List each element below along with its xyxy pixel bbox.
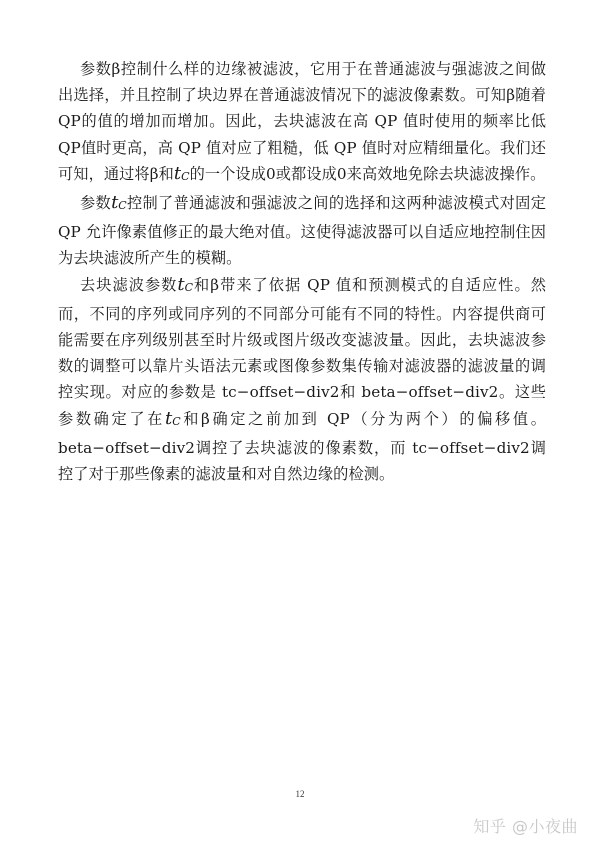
paragraph-tc [58, 190, 546, 272]
paragraph-text: 去块滤波参数 [80, 275, 178, 294]
tc-symbol: $t_C$ [177, 273, 194, 295]
watermark: 知乎 @小夜曲 [473, 817, 578, 836]
tc-symbol: $t_C$ [173, 162, 190, 184]
paragraph-text: 参数β控制什么样的边缘被滤波，它用于在普通滤波与强滤波之间做出选择，并且控制了块边界在普通滤波情况下的滤波像素数。可知β随着QP的值的增加而增加。因此，去块滤波在高 QP 值时使用的频率比低 QP值时更高，高 QP 值对应了粗糙，低 QP 值时对应精细量化。我们还可知，通过将β和 [58, 60, 546, 183]
paragraph-text: 的一个设成0或都设成0来高效地免除去块滤波操作。 [189, 164, 546, 183]
document-body [58, 56, 546, 487]
tc-symbol: $t_C$ [165, 407, 181, 429]
paragraph-text: 和β带来了依据 QP 值和预测模式的自适应性。然而，不同的序列或同序列的不同部分可能有不同的特性。内容提供商可能需要在序列级别甚至时片级或图片级改变滤波量。因此，去块滤波参数的调整可以靠片头语法元素或图像参数集传输对滤波器的滤波量的调控实现。对应的参数是 tc−offset−div2和 beta−offset−div2。这些参数确定了在 [58, 275, 546, 428]
paragraph-text: 和β确定之前加到 QP（分为两个）的偏移值。beta−offset−div2调控了去块滤波的像素数，而 tc−offset−div2调控了对于那些像素的滤波量和对自然边缘的检测。 [58, 409, 546, 484]
paragraph-offsets [58, 272, 546, 488]
tc-symbol: $t_C$ [111, 192, 127, 214]
paragraph-beta [58, 56, 546, 190]
page-number: 12 [295, 789, 305, 799]
paragraph-text: 控制了普通滤波和强滤波之间的选择和这两种滤波模式对固定QP 允许像素值修正的最大绝对值。这使得滤波器可以自适应地控制住因为去块滤波所产生的模糊。 [58, 194, 546, 268]
paragraph-text: 参数 [80, 194, 112, 213]
